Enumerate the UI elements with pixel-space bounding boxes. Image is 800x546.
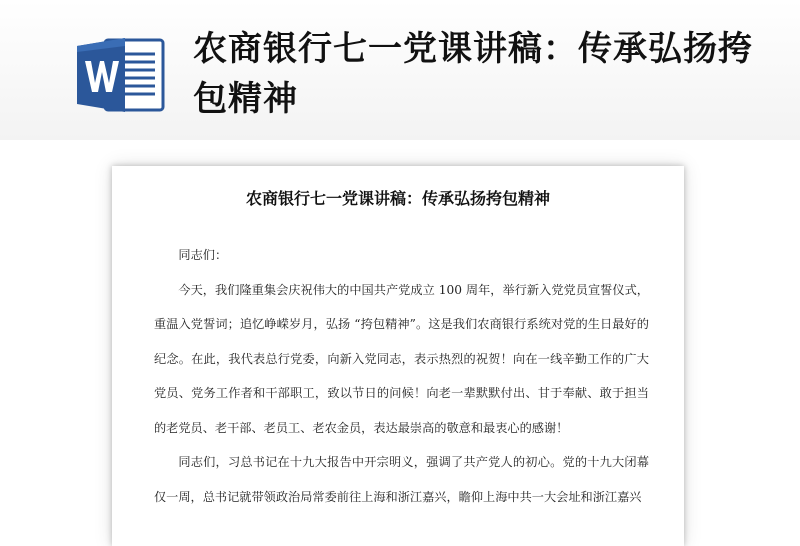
banner <box>0 0 800 140</box>
document-page <box>112 166 684 546</box>
document-body <box>154 238 649 514</box>
salutation: 同志们： <box>178 248 228 262</box>
paragraph-1: 今天，我们隆重集会庆祝伟大的中国共产党成立 100 周年，举行新入党党员宣誓仪式，重温入党誓词；追忆峥嵘岁月，弘扬 “挎包精神”。这是我们农商银行系统对党的生日最好的纪念。在此，我代表总行党委，向新入党同志，表示热烈的祝贺！向在一线辛勤工作的广大党员、党务工作者和干部职工，致以节日的问候！向老一辈默默付出、甘于奉献、敢于担当的老党员、老干部、老员工、老农金员，表达最崇高的敬意和最衷心的感谢！ <box>154 282 649 435</box>
word-document-icon <box>75 36 167 114</box>
document-title: 农商银行七一党课讲稿：传承弘扬挎包精神 <box>245 189 550 208</box>
paragraph-2: 同志们，习总书记在十九大报告中开宗明义，强调了共产党人的初心。党的十九大闭幕仅一周，总书记就带领政治局常委前往上海和浙江嘉兴，瞻仰上海中共一大会址和浙江嘉兴 <box>154 455 649 504</box>
banner-title: 农商银行七一党课讲稿：传承弘扬挎包精神 <box>193 29 753 119</box>
